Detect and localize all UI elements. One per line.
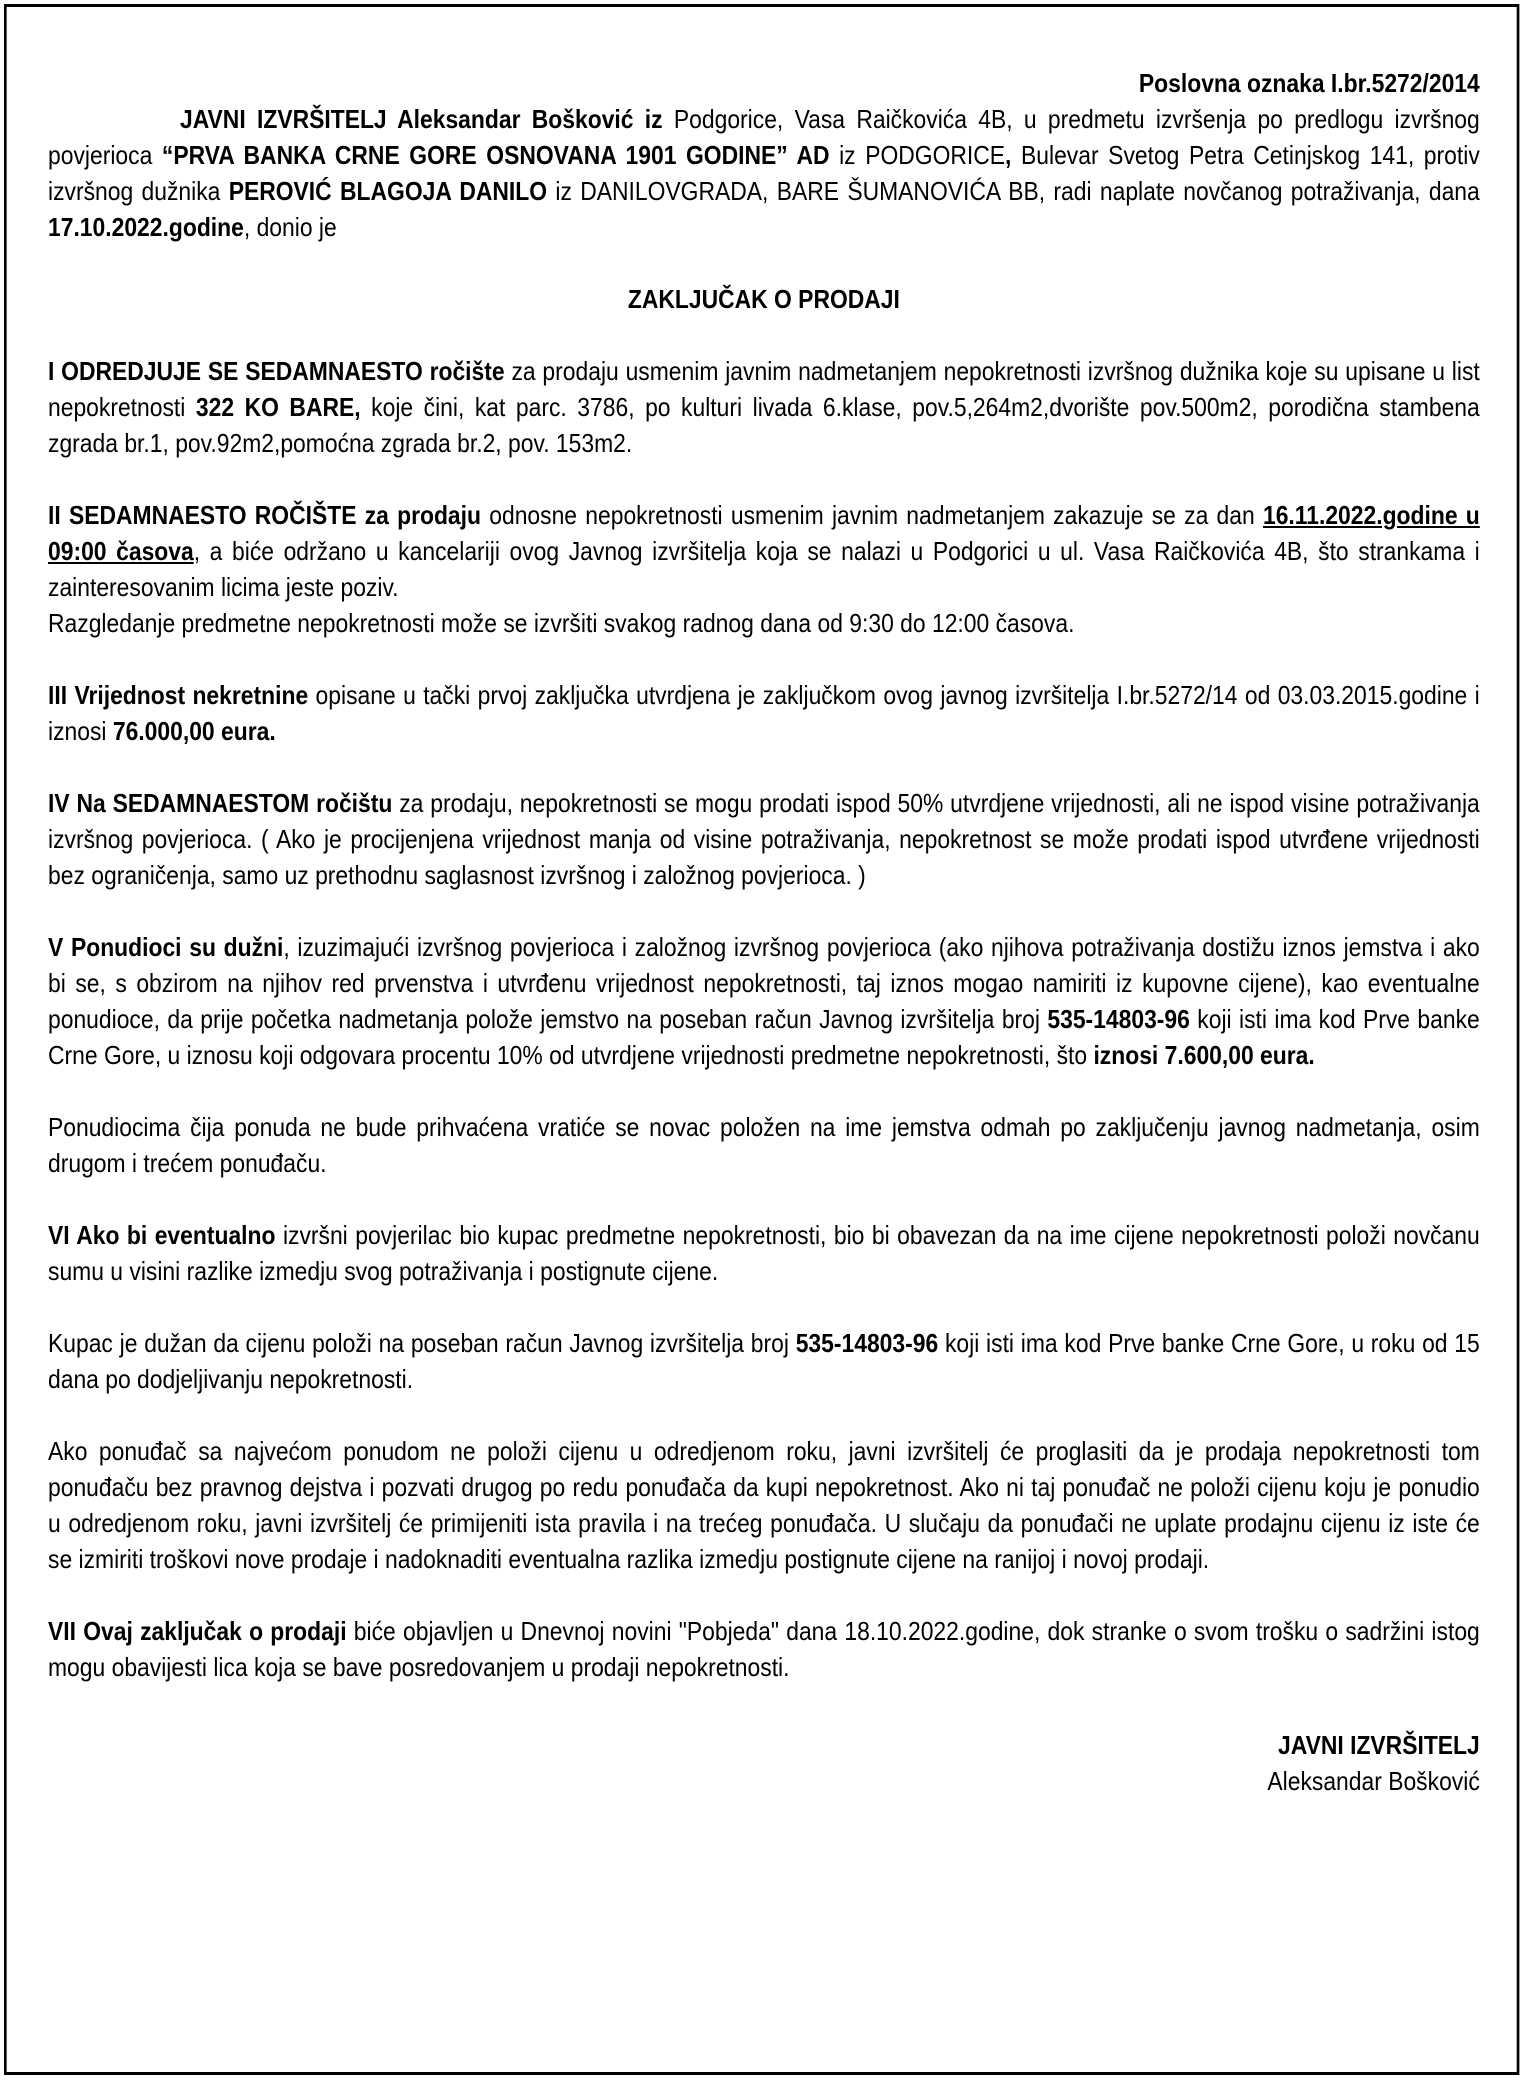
buyer-payment-paragraph: Kupac je dužan da cijenu položi na poseban račun Javnog izvršitelja broj 535-14803-96 koji isti ima kod Prve banke Crne Gore, u roku od 15 dana po dodjeljivanju nepokretnosti. <box>48 1328 1480 1394</box>
section-vii: VII Ovaj zaključak o prodaji biće objavljen u Dnevnoj novini "Pobjeda" dana 18.10.2022.godine, dok stranke o svom trošku o sadržini istog mogu obavijesti lica koja se bave posredovanjem u prodaji nepokretnosti. <box>48 1616 1480 1682</box>
reference-number: Poslovna oznaka I.br.5272/2014 <box>1138 68 1480 98</box>
refund-paragraph: Ponudiocima čija ponuda ne bude prihvaćena vratiće se novac položen na ime jemstva odmah po zaključenju javnog nadmetanja, osim drugom i trećem ponuđaču. <box>48 1112 1480 1178</box>
section-iii: III Vrijednost nekretnine opisane u tački prvoj zaključka utvrdjena je zaključkom ovog javnog izvršitelja I.br.5272/14 od 03.03.2015.godine i iznosi 76.000,00 eura. <box>48 680 1480 746</box>
section-ii: II SEDAMNAESTO ROČIŠTE za prodaju odnosne nepokretnosti usmenim javnim nadmetanjem zakazuje se za dan 16.11.2022.godine u 09:00 časova, a biće održano u kancelariji ovog Javnog izvršitelja koja se nalazi u Podgorici u ul. Vasa Raičkovića 4B, što strankama i zainteresovanim licima jeste poziv. <box>48 500 1480 602</box>
document-page <box>4 4 1519 2075</box>
section-i: I ODREDJUJE SE SEDAMNAESTO ročište za prodaju usmenim javnim nadmetanjem nepokretnosti izvršnog dužnika koje su upisane u list nepokretnosti 322 KO BARE, koje čini, kat parc. 3786, po kulturi livada 6.klase, pov.5,264m2,dvorište pov.500m2, porodična stambena zgrada br.1, pov.92m2,pomoćna zgrada br.2, pov. 153m2. <box>48 356 1480 458</box>
signature-title: JAVNI IZVRŠITELJ <box>1278 1730 1480 1760</box>
intro-paragraph: JAVNI IZVRŠITELJ Aleksandar Bošković iz Podgorice, Vasa Raičkovića 4B, u predmetu izvršenja po predlogu izvršnog povjerioca “PRVA BANKA CRNE GORE OSNOVANA 1901 GODINE” AD iz PODGORICE, Bulevar Svetog Petra Cetinjskog 141, protiv izvršnog dužnika PEROVIĆ BLAGOJA DANILO iz DANILOVGRADA, BARE ŠUMANOVIĆA BB, radi naplate novčanog potraživanja, dana 17.10.2022.godine, donio je <box>48 104 1480 242</box>
signature-name: Aleksandar Bošković <box>1267 1766 1480 1796</box>
document-title: ZAKLJUČAK O PRODAJI <box>627 284 900 314</box>
section-iv: IV Na SEDAMNAESTOM ročištu za prodaju, nepokretnosti se mogu prodati ispod 50% utvrdjene vrijednosti, ali ne ispod visine potraživanja izvršnog povjerioca. ( Ako je procijenjena vrijednost manja od visine potraživanja, nepokretnost se može prodati ispod utvrđene vrijednosti bez ograničenja, samo uz prethodnu saglasnost izvršnog i založnog povjerioca. ) <box>48 788 1480 890</box>
section-ii-viewing: Razgledanje predmetne nepokretnosti može se izvršiti svakog radnog dana od 9:30 do 12:00 časova. <box>48 608 1075 638</box>
payment-failure-paragraph: Ako ponuđač sa najvećom ponudom ne položi cijenu u odredjenom roku, javni izvršitelj će proglasiti da je prodaja nepokretnosti tom ponuđaču bez pravnog dejstva i pozvati drugog po redu ponuđača da kupi nepokretnost. Ako ni taj ponuđač ne položi cijenu koju je ponudio u odredjenom roku, javni izvršitelj će primijeniti ista pravila i na trećeg ponuđača. U slučaju da ponuđači ne uplate prodajnu cijenu iz iste će se izmiriti troškovi nove prodaje i nadoknaditi eventualna razlika izmedju postignute cijene na ranijoj i novoj prodaji. <box>48 1436 1480 1574</box>
section-vi: VI Ako bi eventualno izvršni povjerilac bio kupac predmetne nepokretnosti, bio bi obavezan da na ime cijene nepokretnosti položi novčanu sumu u visini razlike izmedju svog potraživanja i postignute cijene. <box>48 1220 1480 1286</box>
section-v: V Ponudioci su dužni, izuzimajući izvršnog povjerioca i založnog izvršnog povjerioca (ako njihova potraživanja dostižu iznos jemstva i ako bi se, s obzirom na njihov red prvenstva i utvrđenu vrijednost nepokretnosti, taj iznos mogao namiriti iz kupovne cijene), kao eventualne ponudioce, da prije početka nadmetanja polože jemstvo na poseban račun Javnog izvršitelja broj 535-14803-96 koji isti ima kod Prve banke Crne Gore, u iznosu koji odgovara procentu 10% od utvrdjene vrijednosti predmetne nepokretnosti, što iznosi 7.600,00 eura. <box>48 932 1480 1070</box>
